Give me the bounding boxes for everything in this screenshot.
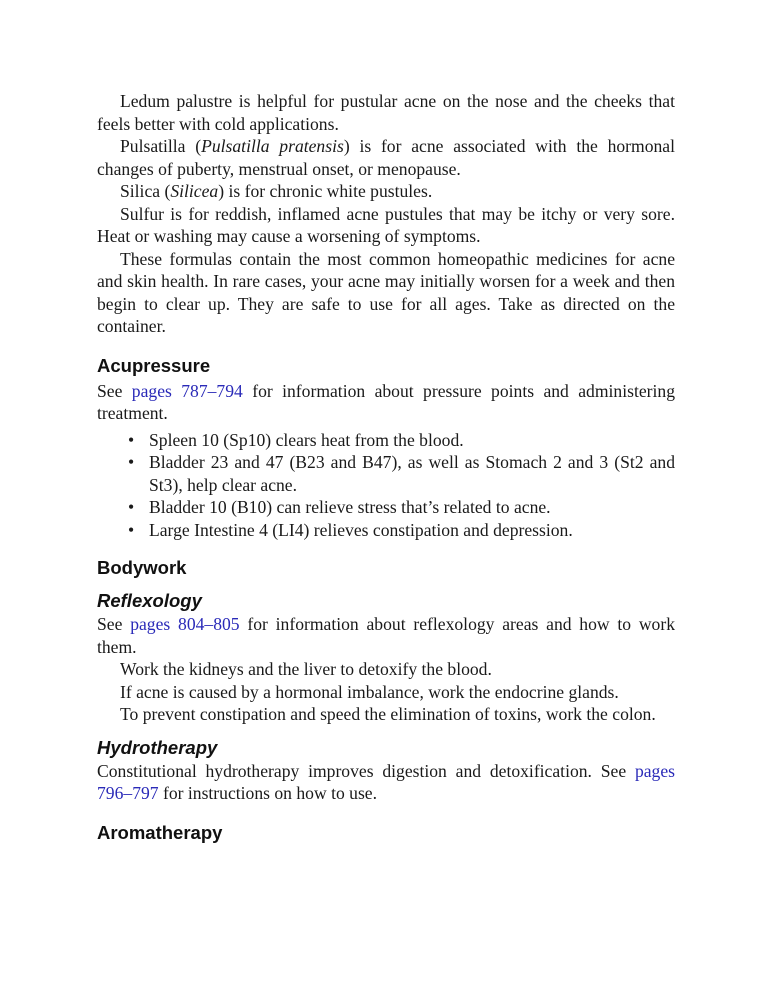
formulas-paragraph: These formulas contain the most common homeopathic medicines for acne and skin health. In rare cases, your acne may initially worsen for a week and then begin to clear up. They are safe to use for all ages. Take as directed on the container. — [97, 248, 675, 336]
ledum-paragraph: Ledum palustre is helpful for pustular acne on the nose and the cheeks that feels better with cold applications. — [97, 91, 675, 134]
kidneys-paragraph: Work the kidneys and the liver to detoxify the blood. — [120, 659, 492, 679]
list-item: • Spleen 10 (Sp10) clears heat from the blood. — [128, 429, 675, 452]
silica-paragraph — [97, 180, 675, 203]
reflexology-intro — [97, 613, 675, 658]
aromatherapy-heading: Aromatherapy — [97, 821, 223, 843]
acupressure-points-list — [97, 429, 675, 542]
list-item: • Bladder 10 (B10) can relieve stress that’s related to acne. — [128, 496, 675, 519]
acupressure-intro-pre: See — [97, 380, 132, 401]
list-item: • Bladder 23 and 47 (B23 and B47), as well as Stomach 2 and 3 (St2 and St3), help clear acne. — [128, 451, 675, 496]
silica-latin: Silicea — [170, 181, 219, 201]
silica-post: ) is for chronic white pustules. — [218, 181, 433, 201]
reflexology-intro-pre: See — [97, 614, 131, 634]
reflexology-pages-link[interactable]: pages 804–805 — [130, 614, 240, 634]
reflexology-intro-post: for information about reflexology areas and how to work them. — [97, 614, 675, 657]
bodywork-heading: Bodywork — [97, 557, 187, 578]
pulsatilla-latin: Pulsatilla pratensis — [201, 136, 344, 156]
hydrotherapy-heading: Hydrotherapy — [97, 736, 218, 758]
list-item: • Large Intestine 4 (LI4) relieves constipation and depression. — [128, 519, 675, 542]
silica-pre: Silica ( — [120, 181, 171, 201]
hydrotherapy-paragraph — [97, 760, 675, 805]
reflexology-heading: Reflexology — [97, 590, 202, 611]
acupressure-pages-link[interactable]: pages 787–794 — [131, 380, 243, 401]
pulsatilla-paragraph — [97, 135, 675, 180]
hydrotherapy-text-post: for instructions on how to use. — [158, 783, 378, 803]
pulsatilla-pre: Pulsatilla ( — [120, 136, 202, 156]
colon-paragraph: To prevent constipation and speed the elimination of toxins, work the colon. — [120, 704, 656, 724]
acupressure-intro-post: for information about pressure points and administering treatment. — [97, 380, 675, 423]
page-content — [97, 90, 675, 844]
pulsatilla-post: ) is for acne associated with the hormonal changes of puberty, menstrual onset, or menopause. — [97, 136, 676, 179]
acupressure-heading: Acupressure — [97, 354, 211, 376]
hydrotherapy-text-pre: Constitutional hydrotherapy improves digestion and detoxification. See — [97, 760, 635, 781]
hydrotherapy-pages-link[interactable]: pages 796–797 — [97, 760, 675, 803]
endocrine-paragraph: If acne is caused by a hormonal imbalance, work the endocrine glands. — [120, 681, 619, 702]
acupressure-intro — [97, 380, 675, 425]
sulfur-paragraph: Sulfur is for reddish, inflamed acne pustules that may be itchy or very sore. Heat or washing may cause a worsening of symptoms. — [97, 203, 675, 246]
